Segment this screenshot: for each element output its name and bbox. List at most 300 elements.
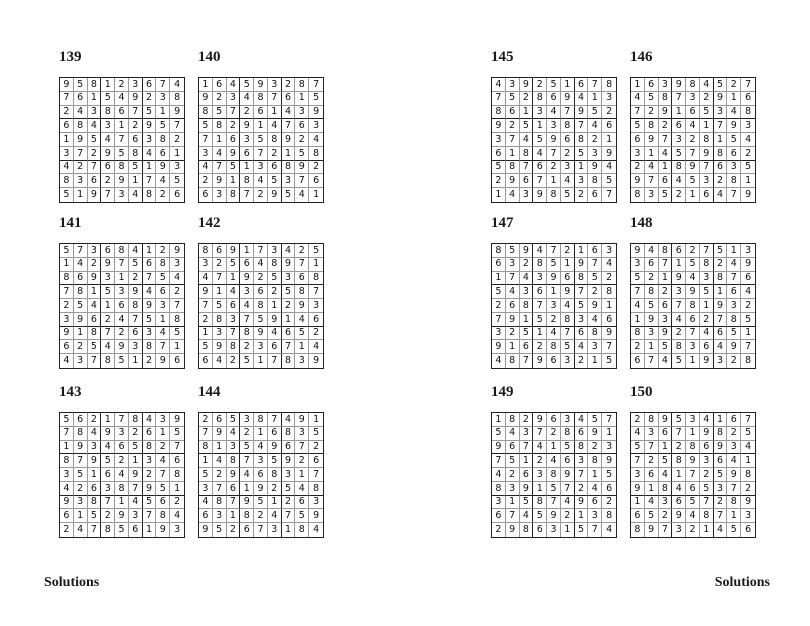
sudoku-puzzle xyxy=(198,385,324,538)
sudoku-cell: 3 xyxy=(240,285,254,299)
sudoku-cell: 1 xyxy=(492,188,506,202)
sudoku-cell: 1 xyxy=(101,413,115,427)
sudoku-cell: 3 xyxy=(659,313,673,327)
sudoku-cell: 9 xyxy=(254,78,268,92)
sudoku-cell: 9 xyxy=(213,174,227,188)
sudoku-cell: 3 xyxy=(254,340,268,354)
sudoku-cell: 4 xyxy=(101,441,115,455)
sudoku-cell: 8 xyxy=(631,188,645,202)
sudoku-cell: 1 xyxy=(672,468,686,482)
sudoku-cell: 2 xyxy=(645,454,659,468)
sudoku-cell: 6 xyxy=(506,441,520,455)
sudoku-cell: 7 xyxy=(115,413,129,427)
sudoku-cell: 6 xyxy=(561,272,575,286)
sudoku-cell: 2 xyxy=(602,106,616,120)
sudoku-cell: 7 xyxy=(533,299,547,313)
sudoku-cell: 5 xyxy=(254,133,268,147)
sudoku-cell: 8 xyxy=(309,482,323,496)
sudoku-cell: 8 xyxy=(727,313,741,327)
sudoku-cell: 8 xyxy=(227,454,241,468)
sudoku-cell: 7 xyxy=(268,92,282,106)
sudoku-cell: 3 xyxy=(492,133,506,147)
sudoku-cell: 9 xyxy=(60,496,74,510)
sudoku-cell: 6 xyxy=(533,161,547,175)
sudoku-cell: 5 xyxy=(533,509,547,523)
sudoku-cell: 3 xyxy=(714,482,728,496)
sudoku-cell: 4 xyxy=(727,454,741,468)
sudoku-cell: 9 xyxy=(506,523,520,537)
sudoku-cell: 5 xyxy=(115,523,129,537)
sudoku-cell: 2 xyxy=(295,454,309,468)
sudoku-cell: 3 xyxy=(129,78,143,92)
sudoku-cell: 5 xyxy=(143,496,157,510)
sudoku-cell: 7 xyxy=(309,468,323,482)
puzzle-number: 139 xyxy=(59,49,82,65)
sudoku-cell: 2 xyxy=(254,188,268,202)
sudoku-cell: 9 xyxy=(575,496,589,510)
sudoku-cell: 2 xyxy=(268,285,282,299)
sudoku-cell: 2 xyxy=(115,454,129,468)
sudoku-cell: 2 xyxy=(295,133,309,147)
sudoku-cell: 3 xyxy=(700,454,714,468)
sudoku-cell: 2 xyxy=(741,147,755,161)
sudoku-cell: 8 xyxy=(240,174,254,188)
sudoku-cell: 6 xyxy=(492,147,506,161)
sudoku-cell: 1 xyxy=(268,496,282,510)
sudoku-cell: 1 xyxy=(227,272,241,286)
sudoku-cell: 5 xyxy=(227,161,241,175)
sudoku-grid xyxy=(630,412,756,538)
sudoku-cell: 1 xyxy=(714,133,728,147)
sudoku-cell: 9 xyxy=(156,161,170,175)
sudoku-cell: 2 xyxy=(74,161,88,175)
sudoku-cell: 6 xyxy=(561,133,575,147)
sudoku-cell: 1 xyxy=(268,106,282,120)
sudoku-cell: 6 xyxy=(240,523,254,537)
footer-left-label: Solutions xyxy=(44,575,100,590)
sudoku-cell: 9 xyxy=(129,468,143,482)
sudoku-cell: 1 xyxy=(156,427,170,441)
sudoku-cell: 5 xyxy=(254,496,268,510)
puzzle-number: 140 xyxy=(198,49,221,65)
sudoku-cell: 6 xyxy=(213,78,227,92)
sudoku-cell: 4 xyxy=(741,285,755,299)
sudoku-cell: 6 xyxy=(199,509,213,523)
sudoku-cell: 4 xyxy=(700,413,714,427)
sudoku-cell: 5 xyxy=(700,285,714,299)
sudoku-cell: 9 xyxy=(520,78,534,92)
sudoku-cell: 3 xyxy=(714,106,728,120)
sudoku-cell: 8 xyxy=(492,482,506,496)
sudoku-cell: 4 xyxy=(575,340,589,354)
sudoku-cell: 5 xyxy=(533,133,547,147)
sudoku-cell: 4 xyxy=(60,354,74,368)
sudoku-cell: 6 xyxy=(741,272,755,286)
sudoku-cell: 2 xyxy=(547,427,561,441)
sudoku-cell: 1 xyxy=(492,413,506,427)
sudoku-cell: 4 xyxy=(143,285,157,299)
sudoku-cell: 7 xyxy=(156,78,170,92)
sudoku-cell: 5 xyxy=(645,509,659,523)
sudoku-cell: 5 xyxy=(520,496,534,510)
sudoku-cell: 9 xyxy=(170,244,184,258)
sudoku-cell: 4 xyxy=(506,427,520,441)
sudoku-cell: 2 xyxy=(672,188,686,202)
sudoku-cell: 8 xyxy=(309,272,323,286)
sudoku-cell: 6 xyxy=(745,524,752,536)
sudoku-cell: 1 xyxy=(129,454,143,468)
sudoku-cell: 2 xyxy=(506,468,520,482)
sudoku-cell: 4 xyxy=(213,454,227,468)
sudoku-cell: 9 xyxy=(659,106,673,120)
sudoku-cell: 3 xyxy=(547,299,561,313)
sudoku-cell: 1 xyxy=(170,340,184,354)
sudoku-cell: 9 xyxy=(254,327,268,341)
sudoku-cell: 6 xyxy=(227,299,241,313)
sudoku-cell: 1 xyxy=(156,313,170,327)
sudoku-cell: 3 xyxy=(60,313,74,327)
sudoku-cell: 4 xyxy=(309,133,323,147)
sudoku-cell: 8 xyxy=(199,106,213,120)
sudoku-grid xyxy=(630,243,756,369)
sudoku-cell: 5 xyxy=(492,427,506,441)
sudoku-grid xyxy=(630,77,756,203)
sudoku-cell: 4 xyxy=(240,92,254,106)
puzzle-number: 146 xyxy=(630,49,653,65)
sudoku-cell: 8 xyxy=(533,92,547,106)
sudoku-cell: 7 xyxy=(74,244,88,258)
sudoku-cell: 1 xyxy=(547,285,561,299)
sudoku-puzzle xyxy=(59,50,185,203)
sudoku-cell: 7 xyxy=(561,482,575,496)
sudoku-grid xyxy=(491,77,617,203)
sudoku-cell: 5 xyxy=(561,340,575,354)
sudoku-cell: 7 xyxy=(714,313,728,327)
sudoku-cell: 8 xyxy=(492,106,506,120)
sudoku-cell: 3 xyxy=(561,354,575,368)
sudoku-cell: 6 xyxy=(156,496,170,510)
sudoku-grid xyxy=(59,243,185,369)
sudoku-cell: 3 xyxy=(700,174,714,188)
sudoku-cell: 3 xyxy=(659,78,673,92)
sudoku-cell: 7 xyxy=(727,272,741,286)
sudoku-cell: 6 xyxy=(659,299,673,313)
sudoku-cell: 6 xyxy=(88,313,102,327)
sudoku-cell: 9 xyxy=(686,454,700,468)
sudoku-cell: 7 xyxy=(199,427,213,441)
sudoku-cell: 6 xyxy=(295,496,309,510)
sudoku-cell: 6 xyxy=(115,106,129,120)
sudoku-cell: 8 xyxy=(700,258,714,272)
sudoku-cell: 6 xyxy=(645,78,659,92)
sudoku-cell: 7 xyxy=(492,313,506,327)
sudoku-cell: 7 xyxy=(143,272,157,286)
sudoku-cell: 1 xyxy=(602,427,616,441)
sudoku-cell: 9 xyxy=(129,92,143,106)
sudoku-cell: 4 xyxy=(506,285,520,299)
sudoku-cell: 4 xyxy=(60,161,74,175)
sudoku-cell: 1 xyxy=(254,354,268,368)
sudoku-cell: 9 xyxy=(309,106,323,120)
sudoku-cell: 9 xyxy=(156,523,170,537)
sudoku-cell: 4 xyxy=(101,133,115,147)
sudoku-cell: 3 xyxy=(129,509,143,523)
sudoku-cell: 4 xyxy=(240,299,254,313)
sudoku-cell: 2 xyxy=(170,496,184,510)
sudoku-cell: 6 xyxy=(520,340,534,354)
sudoku-cell: 8 xyxy=(282,427,296,441)
sudoku-cell: 4 xyxy=(492,78,506,92)
sudoku-cell: 8 xyxy=(588,454,602,468)
sudoku-cell: 2 xyxy=(602,496,616,510)
sudoku-cell: 6 xyxy=(533,285,547,299)
sudoku-cell: 3 xyxy=(588,509,602,523)
sudoku-cell: 3 xyxy=(727,441,741,455)
sudoku-cell: 4 xyxy=(561,174,575,188)
sudoku-cell: 5 xyxy=(659,188,673,202)
sudoku-cell: 4 xyxy=(659,354,673,368)
sudoku-cell: 3 xyxy=(213,509,227,523)
sudoku-cell: 7 xyxy=(520,354,534,368)
sudoku-cell: 6 xyxy=(143,258,157,272)
sudoku-cell: 1 xyxy=(143,523,157,537)
sudoku-cell: 5 xyxy=(170,427,184,441)
sudoku-cell: 9 xyxy=(741,258,755,272)
sudoku-cell: 4 xyxy=(520,133,534,147)
sudoku-cell: 8 xyxy=(659,92,673,106)
sudoku-cell: 7 xyxy=(227,327,241,341)
sudoku-cell: 5 xyxy=(156,272,170,286)
sudoku-cell: 9 xyxy=(686,285,700,299)
sudoku-cell: 1 xyxy=(561,258,575,272)
sudoku-cell: 1 xyxy=(88,92,102,106)
sudoku-cell: 2 xyxy=(295,244,309,258)
sudoku-cell: 1 xyxy=(727,244,741,258)
sudoku-cell: 2 xyxy=(575,188,589,202)
sudoku-cell: 1 xyxy=(506,147,520,161)
sudoku-cell: 4 xyxy=(714,523,728,537)
sudoku-cell: 4 xyxy=(631,427,645,441)
sudoku-cell: 1 xyxy=(631,313,645,327)
sudoku-cell: 9 xyxy=(74,313,88,327)
sudoku-cell: 8 xyxy=(74,119,88,133)
sudoku-cell: 1 xyxy=(282,313,296,327)
sudoku-cell: 8 xyxy=(88,327,102,341)
sudoku-cell: 1 xyxy=(240,244,254,258)
sudoku-cell: 5 xyxy=(700,106,714,120)
sudoku-cell: 7 xyxy=(506,272,520,286)
sudoku-cell: 3 xyxy=(295,106,309,120)
sudoku-cell: 1 xyxy=(700,523,714,537)
sudoku-cell: 3 xyxy=(254,454,268,468)
sudoku-cell: 2 xyxy=(213,92,227,106)
sudoku-cell: 4 xyxy=(686,272,700,286)
sudoku-cell: 5 xyxy=(60,244,74,258)
sudoku-cell: 5 xyxy=(506,244,520,258)
sudoku-cell: 8 xyxy=(60,272,74,286)
sudoku-cell: 8 xyxy=(115,482,129,496)
sudoku-cell: 2 xyxy=(199,313,213,327)
sudoku-cell: 9 xyxy=(199,285,213,299)
sudoku-cell: 1 xyxy=(686,427,700,441)
sudoku-cell: 5 xyxy=(659,340,673,354)
sudoku-cell: 3 xyxy=(492,327,506,341)
sudoku-cell: 3 xyxy=(309,496,323,510)
sudoku-cell: 4 xyxy=(295,482,309,496)
sudoku-cell: 3 xyxy=(282,468,296,482)
sudoku-cell: 9 xyxy=(143,119,157,133)
sudoku-cell: 1 xyxy=(588,468,602,482)
sudoku-cell: 7 xyxy=(714,509,728,523)
sudoku-grid xyxy=(59,77,185,203)
sudoku-cell: 3 xyxy=(561,413,575,427)
sudoku-cell: 6 xyxy=(129,523,143,537)
sudoku-cell: 5 xyxy=(101,285,115,299)
sudoku-cell: 2 xyxy=(588,285,602,299)
sudoku-cell: 6 xyxy=(240,258,254,272)
sudoku-cell: 5 xyxy=(213,299,227,313)
sudoku-cell: 9 xyxy=(74,133,88,147)
sudoku-cell: 3 xyxy=(575,454,589,468)
puzzle-number: 145 xyxy=(491,49,514,65)
sudoku-cell: 7 xyxy=(606,189,613,201)
sudoku-cell: 2 xyxy=(129,119,143,133)
sudoku-cell: 8 xyxy=(575,272,589,286)
sudoku-cell: 3 xyxy=(115,188,129,202)
sudoku-cell: 2 xyxy=(143,92,157,106)
sudoku-cell: 7 xyxy=(143,509,157,523)
sudoku-cell: 7 xyxy=(240,188,254,202)
sudoku-cell: 3 xyxy=(254,161,268,175)
sudoku-cell: 5 xyxy=(602,468,616,482)
sudoku-cell: 2 xyxy=(727,354,741,368)
sudoku-cell: 5 xyxy=(575,523,589,537)
sudoku-cell: 9 xyxy=(631,244,645,258)
sudoku-cell: 5 xyxy=(700,482,714,496)
puzzle-number: 150 xyxy=(630,384,653,400)
sudoku-cell: 9 xyxy=(268,313,282,327)
sudoku-cell: 1 xyxy=(547,441,561,455)
sudoku-cell: 4 xyxy=(74,106,88,120)
sudoku-cell: 1 xyxy=(268,299,282,313)
sudoku-cell: 9 xyxy=(727,340,741,354)
sudoku-cell: 2 xyxy=(492,174,506,188)
sudoku-cell: 9 xyxy=(588,161,602,175)
sudoku-cell: 4 xyxy=(74,523,88,537)
sudoku-cell: 2 xyxy=(60,106,74,120)
sudoku-cell: 6 xyxy=(282,92,296,106)
sudoku-cell: 5 xyxy=(268,272,282,286)
sudoku-cell: 3 xyxy=(199,258,213,272)
sudoku-cell: 5 xyxy=(309,244,323,258)
sudoku-cell: 8 xyxy=(156,258,170,272)
sudoku-cell: 8 xyxy=(213,119,227,133)
sudoku-cell: 3 xyxy=(174,524,181,536)
sudoku-cell: 8 xyxy=(254,413,268,427)
sudoku-cell: 7 xyxy=(282,509,296,523)
sudoku-cell: 4 xyxy=(631,92,645,106)
sudoku-cell: 8 xyxy=(659,482,673,496)
sudoku-cell: 8 xyxy=(170,92,184,106)
sudoku-cell: 1 xyxy=(575,244,589,258)
sudoku-cell: 2 xyxy=(588,441,602,455)
sudoku-cell: 3 xyxy=(60,468,74,482)
sudoku-cell: 5 xyxy=(588,413,602,427)
sudoku-cell: 7 xyxy=(254,147,268,161)
sudoku-cell: 9 xyxy=(547,133,561,147)
sudoku-cell: 5 xyxy=(213,523,227,537)
sudoku-cell: 5 xyxy=(645,92,659,106)
sudoku-cell: 3 xyxy=(645,427,659,441)
sudoku-cell: 2 xyxy=(659,285,673,299)
sudoku-cell: 7 xyxy=(741,78,755,92)
sudoku-cell: 7 xyxy=(492,92,506,106)
sudoku-cell: 8 xyxy=(575,441,589,455)
sudoku-cell: 8 xyxy=(295,285,309,299)
sudoku-cell: 4 xyxy=(492,354,506,368)
sudoku-cell: 5 xyxy=(227,413,241,427)
sudoku-cell: 7 xyxy=(156,340,170,354)
sudoku-cell: 5 xyxy=(295,147,309,161)
sudoku-cell: 6 xyxy=(213,244,227,258)
sudoku-cell: 6 xyxy=(227,482,241,496)
sudoku-cell: 4 xyxy=(700,78,714,92)
sudoku-cell: 1 xyxy=(88,468,102,482)
sudoku-cell: 2 xyxy=(547,161,561,175)
sudoku-cell: 4 xyxy=(533,147,547,161)
sudoku-cell: 7 xyxy=(199,299,213,313)
sudoku-cell: 3 xyxy=(156,299,170,313)
sudoku-cell: 7 xyxy=(101,327,115,341)
sudoku-cell: 5 xyxy=(727,133,741,147)
sudoku-cell: 3 xyxy=(88,244,102,258)
sudoku-cell: 8 xyxy=(561,119,575,133)
sudoku-cell: 9 xyxy=(143,482,157,496)
sudoku-cell: 3 xyxy=(101,119,115,133)
sudoku-cell: 9 xyxy=(745,189,752,201)
sudoku-cell: 4 xyxy=(282,244,296,258)
sudoku-cell: 5 xyxy=(295,327,309,341)
sudoku-cell: 2 xyxy=(672,441,686,455)
sudoku-cell: 4 xyxy=(170,272,184,286)
sudoku-puzzle xyxy=(198,216,324,369)
sudoku-cell: 1 xyxy=(282,147,296,161)
sudoku-cell: 8 xyxy=(254,299,268,313)
sudoku-cell: 3 xyxy=(631,258,645,272)
sudoku-cell: 3 xyxy=(295,354,309,368)
sudoku-cell: 3 xyxy=(156,413,170,427)
sudoku-cell: 3 xyxy=(686,413,700,427)
sudoku-cell: 7 xyxy=(520,161,534,175)
sudoku-cell: 9 xyxy=(88,272,102,286)
sudoku-cell: 5 xyxy=(714,468,728,482)
sudoku-cell: 1 xyxy=(506,340,520,354)
sudoku-cell: 1 xyxy=(533,119,547,133)
sudoku-cell: 4 xyxy=(199,161,213,175)
sudoku-cell: 9 xyxy=(115,174,129,188)
sudoku-cell: 4 xyxy=(156,454,170,468)
sudoku-cell: 4 xyxy=(88,427,102,441)
sudoku-cell: 7 xyxy=(156,468,170,482)
sudoku-cell: 9 xyxy=(268,188,282,202)
sudoku-cell: 1 xyxy=(213,441,227,455)
sudoku-cell: 6 xyxy=(533,523,547,537)
sudoku-puzzle xyxy=(491,50,617,203)
sudoku-cell: 2 xyxy=(520,258,534,272)
sudoku-cell: 1 xyxy=(309,413,323,427)
sudoku-cell: 8 xyxy=(672,161,686,175)
sudoku-cell: 7 xyxy=(686,468,700,482)
